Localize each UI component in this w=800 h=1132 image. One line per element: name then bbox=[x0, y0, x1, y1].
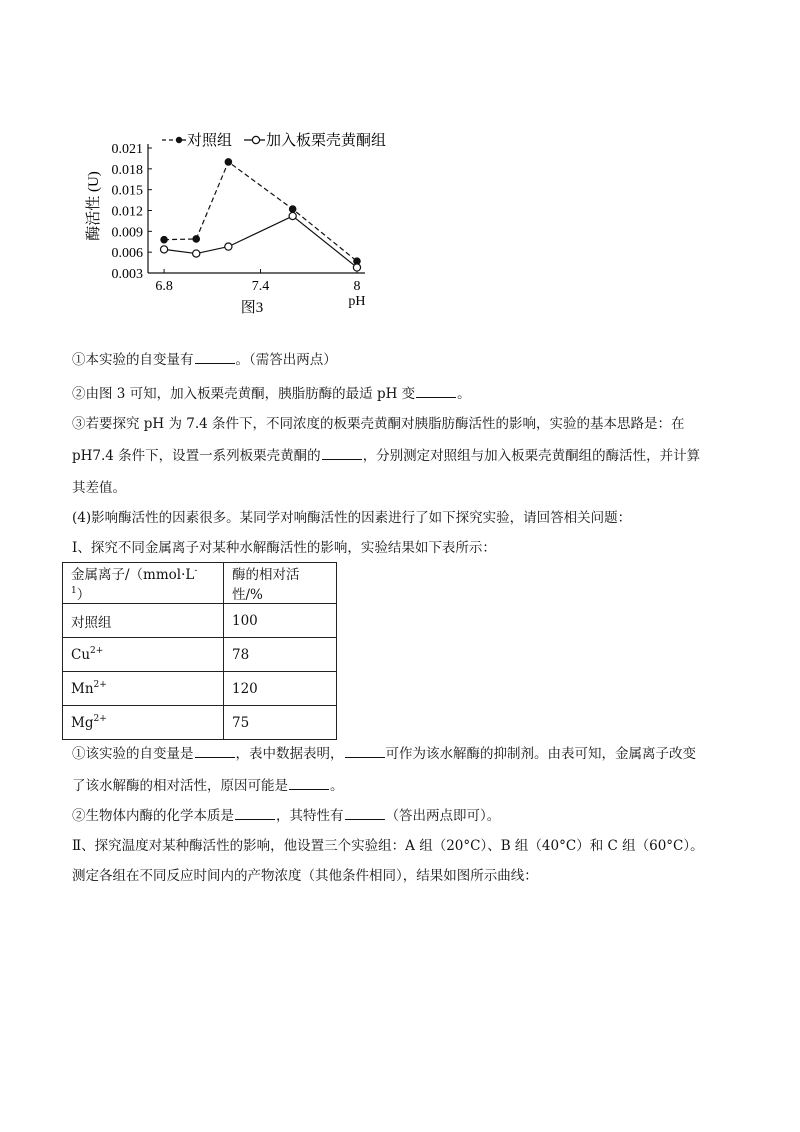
question-2 bbox=[72, 384, 732, 404]
enzyme-activity-chart bbox=[80, 118, 420, 323]
ion-cell: $Mg^{2+}$ bbox=[63, 706, 224, 740]
part2-text2: 测定各组在不同反应时间内的产物浓度（其他条件相同），结果如图所示曲线： bbox=[72, 868, 538, 884]
question-3-line2 bbox=[72, 446, 732, 466]
sub1-text2: ，表中数据表明， bbox=[235, 746, 344, 762]
data-point-control bbox=[225, 159, 231, 165]
header-ion: 金属离子$/(mmol\cdot L^{-1})$ bbox=[63, 563, 224, 604]
sub2-text: ②生物体内酶的化学本质是 bbox=[72, 808, 234, 824]
sub1-text3: 可作为该水解酶的抑制剂。由表可知，金属离子改变 bbox=[385, 746, 696, 762]
activity-cell: 100 bbox=[224, 604, 337, 638]
data-point-treatment bbox=[289, 212, 296, 219]
part1-text: Ⅰ、探究不同金属离子对某种水解酶活性的影响，实验结果如下表所示： bbox=[72, 540, 496, 556]
question-3-line3 bbox=[72, 478, 732, 498]
answer-blank[interactable] bbox=[322, 447, 362, 460]
sub1-text: ①该实验的自变量是 bbox=[72, 746, 194, 762]
data-point-treatment bbox=[225, 243, 232, 250]
paragraph-4 bbox=[72, 508, 732, 528]
y-tick-label: 0.012 bbox=[111, 204, 143, 220]
data-point-treatment bbox=[193, 250, 200, 257]
y-tick-label: 0.015 bbox=[111, 183, 143, 199]
sub1-text4: 了该水解酶的相对活性，原因可能是 bbox=[72, 778, 288, 794]
legend bbox=[162, 131, 386, 149]
q2-suffix: 。 bbox=[457, 386, 471, 402]
q3-text: ③若要探究 pH 为 7.4 条件下，不同浓度的板栗壳黄酮对胰脂肪酶活性的影响，实验的基本思路是：在 bbox=[72, 416, 685, 432]
part-1-intro bbox=[72, 538, 732, 558]
sub-question-1-line2 bbox=[72, 776, 732, 796]
answer-blank[interactable] bbox=[416, 385, 456, 398]
chart-title: 图3 bbox=[240, 300, 264, 316]
y-tick-label: 0.006 bbox=[111, 246, 143, 262]
sub2-text2: ，其特性有 bbox=[276, 808, 344, 824]
question-1 bbox=[72, 350, 732, 370]
q3-text2: pH7.4 条件下，设置一系列板栗壳黄酮的 bbox=[72, 448, 321, 464]
answer-blank[interactable] bbox=[235, 807, 275, 820]
y-tick-label: 0.003 bbox=[111, 267, 143, 282]
activity-cell: 78 bbox=[224, 638, 337, 672]
series-points bbox=[160, 159, 360, 271]
activity-cell: 120 bbox=[224, 672, 337, 706]
y-tick-label: 0.018 bbox=[111, 162, 143, 178]
series-line-treatment bbox=[164, 216, 357, 267]
part-2-line2 bbox=[72, 866, 732, 886]
y-axis-title: 酶活性 (U) bbox=[86, 171, 102, 241]
part-2-line1 bbox=[72, 836, 732, 856]
table-row bbox=[63, 604, 337, 638]
activity-cell: 75 bbox=[224, 706, 337, 740]
answer-blank[interactable] bbox=[195, 351, 235, 364]
ion-cell: $Mn^{2+}$ bbox=[63, 672, 224, 706]
question-3-line1 bbox=[72, 414, 732, 434]
ion-cell: 对照组 bbox=[63, 604, 224, 638]
data-point-control bbox=[193, 236, 199, 242]
answer-blank[interactable] bbox=[289, 777, 329, 790]
series-line-control bbox=[164, 162, 357, 261]
metal-ion-table bbox=[62, 562, 337, 740]
header-activity: 酶的相对活性/% bbox=[224, 563, 337, 604]
ion-cell: $Cu^{2+}$ bbox=[63, 638, 224, 672]
ticks bbox=[112, 142, 361, 294]
table-row bbox=[63, 638, 337, 672]
data-point-control bbox=[289, 206, 295, 212]
q2-text: ②由图 3 可知，加入板栗壳黄酮，胰脂肪酶的最适 pH 变 bbox=[72, 386, 416, 402]
table-header-row bbox=[63, 563, 337, 604]
q3-text3: ，分别测定对照组与加入板栗壳黄酮组的酶活性，并计算 bbox=[362, 448, 701, 464]
part2-text: Ⅱ、探究温度对某种酶活性的影响，他设置三个实验组：A 组（20°C）、B 组（40°C）和 C 组（60°C）。 bbox=[72, 838, 704, 854]
y-tick-label: 0.009 bbox=[111, 225, 143, 241]
q3-text4: 其差值。 bbox=[72, 480, 126, 496]
table-row bbox=[63, 672, 337, 706]
data-point-treatment bbox=[160, 246, 167, 253]
y-tick-label: 0.021 bbox=[111, 142, 143, 157]
x-tick-label: 7.4 bbox=[251, 279, 270, 294]
answer-blank[interactable] bbox=[345, 745, 385, 758]
sub1-text5: 。 bbox=[330, 778, 344, 794]
q1-suffix: 。（需答出两点） bbox=[235, 352, 337, 368]
sub-question-2 bbox=[72, 806, 732, 826]
p4-text: (4)影响酶活性的因素很多。某同学对响酶活性的因素进行了如下探究实验，请回答相关问题： bbox=[72, 510, 632, 526]
answer-blank[interactable] bbox=[345, 807, 385, 820]
x-axis-title: pH bbox=[348, 294, 366, 309]
data-point-treatment bbox=[353, 264, 360, 271]
answer-blank[interactable] bbox=[195, 745, 235, 758]
table-row bbox=[63, 706, 337, 740]
data-point-control bbox=[161, 236, 167, 242]
legend-label-control: 对照组 bbox=[187, 133, 233, 149]
legend-label-treatment: 加入板栗壳黄酮组 bbox=[266, 133, 387, 149]
sub-question-1-line1 bbox=[72, 744, 732, 764]
x-tick-label: 8 bbox=[353, 279, 361, 294]
q1-text: ①本实验的自变量有 bbox=[72, 352, 194, 368]
sub2-text3: （答出两点即可）。 bbox=[385, 808, 501, 824]
x-tick-label: 6.8 bbox=[155, 279, 173, 294]
axes bbox=[148, 144, 365, 273]
